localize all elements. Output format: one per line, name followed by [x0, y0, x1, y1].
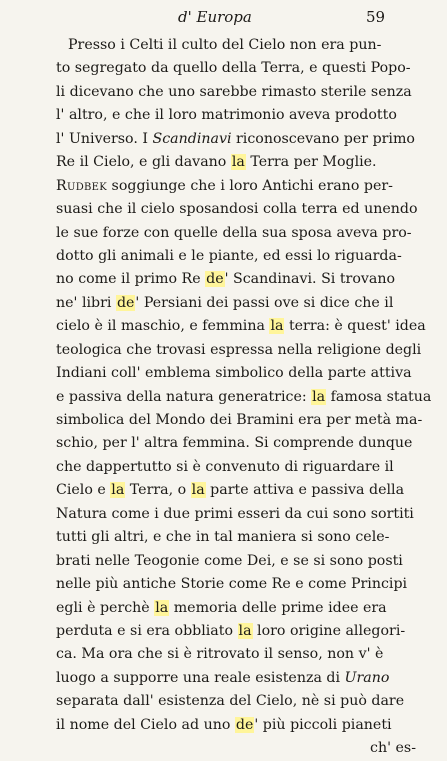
text-segment: simbolica del Mondo dei Bramini era per metà ma-	[56, 412, 423, 428]
text-line	[56, 245, 416, 268]
text-segment: Presso i Celti il culto del Cielo non era pun-	[68, 37, 382, 53]
text-line	[56, 456, 416, 479]
text-line	[56, 198, 416, 221]
text-segment: schio, per l' altra femmina. Si comprende dunque	[56, 435, 413, 452]
text-line	[56, 643, 416, 666]
text-segment: le sue forze con quelle della sua sposa aveva pro-	[56, 224, 412, 241]
text-line	[56, 526, 416, 549]
text-line	[56, 714, 416, 737]
running-title: d' Europa	[178, 8, 252, 26]
text-line	[56, 339, 422, 362]
highlighted-word: la	[191, 482, 205, 499]
text-segment: famosa statua	[326, 388, 432, 405]
text-segment: ch' es-	[370, 740, 416, 757]
highlighted-word: de	[206, 271, 224, 288]
text-segment: Re il Cielo, e gli davano	[56, 154, 231, 171]
italic-term: Scandinavi	[152, 130, 232, 147]
text-segment: ' Scandinavi. Si trovano	[224, 271, 396, 288]
text-line	[56, 690, 416, 713]
text-line	[56, 222, 416, 245]
text-segment: soggiunge che i loro Antichi erano per-	[107, 177, 393, 194]
highlighted-word: la	[155, 599, 169, 616]
text-segment: ' più piccoli pianeti	[254, 716, 392, 733]
highlighted-word: la	[231, 154, 245, 171]
page-header	[0, 4, 447, 28]
text-segment: loro origine allegori-	[252, 622, 406, 639]
text-segment: perduta e si era obbliato	[56, 622, 238, 639]
text-segment: li dicevano che uno sarebbe rimasto sterile senza	[56, 83, 412, 100]
text-line	[56, 34, 416, 57]
text-segment: no come il primo Re	[56, 271, 206, 288]
highlighted-word: de	[235, 716, 254, 733]
text-segment: memoria delle prime idee era	[169, 599, 387, 616]
text-segment: terra: è quest' idea	[284, 318, 426, 335]
text-segment: e passiva della natura generatrice:	[56, 388, 312, 405]
text-line	[56, 503, 416, 526]
text-line	[56, 597, 416, 620]
text-segment: to segregato da quello della Terra, e questi Popo-	[56, 60, 411, 77]
page-number: 59	[366, 8, 386, 26]
highlighted-word: de	[116, 294, 135, 311]
text-line	[56, 620, 416, 643]
text-line	[56, 151, 416, 174]
text-segment: Terra, o	[125, 482, 191, 499]
text-line	[56, 386, 432, 409]
text-line	[56, 409, 423, 432]
text-line	[56, 362, 416, 385]
text-segment: suasi che il cielo sposandosi colla terra ed unendo	[56, 201, 418, 218]
text-segment: parte attiva e passiva della	[205, 482, 405, 499]
text-segment: ne' libri	[56, 294, 116, 311]
text-line	[56, 573, 416, 596]
text-segment: dotto gli animali e le piante, ed essi lo riguarda-	[56, 247, 402, 264]
text-line	[56, 104, 416, 127]
text-segment: riconoscevano per primo	[231, 130, 415, 147]
highlighted-word: la	[238, 622, 252, 639]
text-line	[56, 128, 416, 151]
text-segment: egli è perchè	[56, 599, 155, 616]
text-line	[56, 432, 416, 455]
text-segment: ca. Ma ora che si è ritrovato il senso, non v' è	[56, 646, 384, 663]
text-line	[56, 57, 416, 80]
highlighted-word: la	[312, 388, 326, 405]
text-line	[56, 292, 416, 315]
text-line	[56, 479, 416, 502]
text-segment: Natura come i due primi esseri da cui sono sortiti	[56, 505, 414, 522]
text-segment: ' Persiani dei passi ove si dice che il	[135, 294, 394, 311]
text-line	[56, 81, 416, 104]
text-line	[56, 737, 416, 760]
text-line	[56, 268, 416, 291]
text-segment: che dappertutto si è convenuto di riguardare il	[56, 458, 394, 475]
highlighted-word: la	[111, 482, 125, 499]
highlighted-word: la	[270, 318, 284, 335]
text-segment: teologica che trovasi espressa nella religione degli	[56, 341, 422, 358]
small-caps-name: Rudbek	[56, 177, 108, 194]
text-segment: il nome del Cielo ad uno	[56, 716, 235, 733]
text-segment: luogo a supporre una reale esistenza di	[56, 669, 345, 686]
text-segment: Indiani coll' emblema simbolico della parte attiva	[56, 365, 412, 382]
text-line	[56, 667, 416, 690]
text-line	[56, 175, 416, 198]
text-segment: brati nelle Teogonie come Dei, e se si sono posti	[56, 552, 403, 569]
text-segment: separata dall' esistenza del Cielo, nè si può dare	[56, 693, 405, 710]
text-line	[56, 315, 426, 338]
text-segment: Terra per Moglie.	[245, 154, 377, 171]
text-segment: tutti gli altri, e che in tal maniera si sono cele-	[56, 529, 390, 546]
body-text	[56, 34, 432, 761]
italic-term: Urano	[344, 669, 390, 686]
text-segment: Cielo e	[56, 482, 111, 499]
text-segment: l' Universo. I	[56, 130, 153, 147]
text-segment: cielo è il maschio, e femmina	[56, 318, 270, 335]
text-segment: l' altro, e che il loro matrimonio aveva prodotto	[56, 107, 397, 124]
text-segment: nelle più antiche Storie come Re e come Principi	[56, 576, 408, 593]
text-line	[56, 550, 416, 573]
